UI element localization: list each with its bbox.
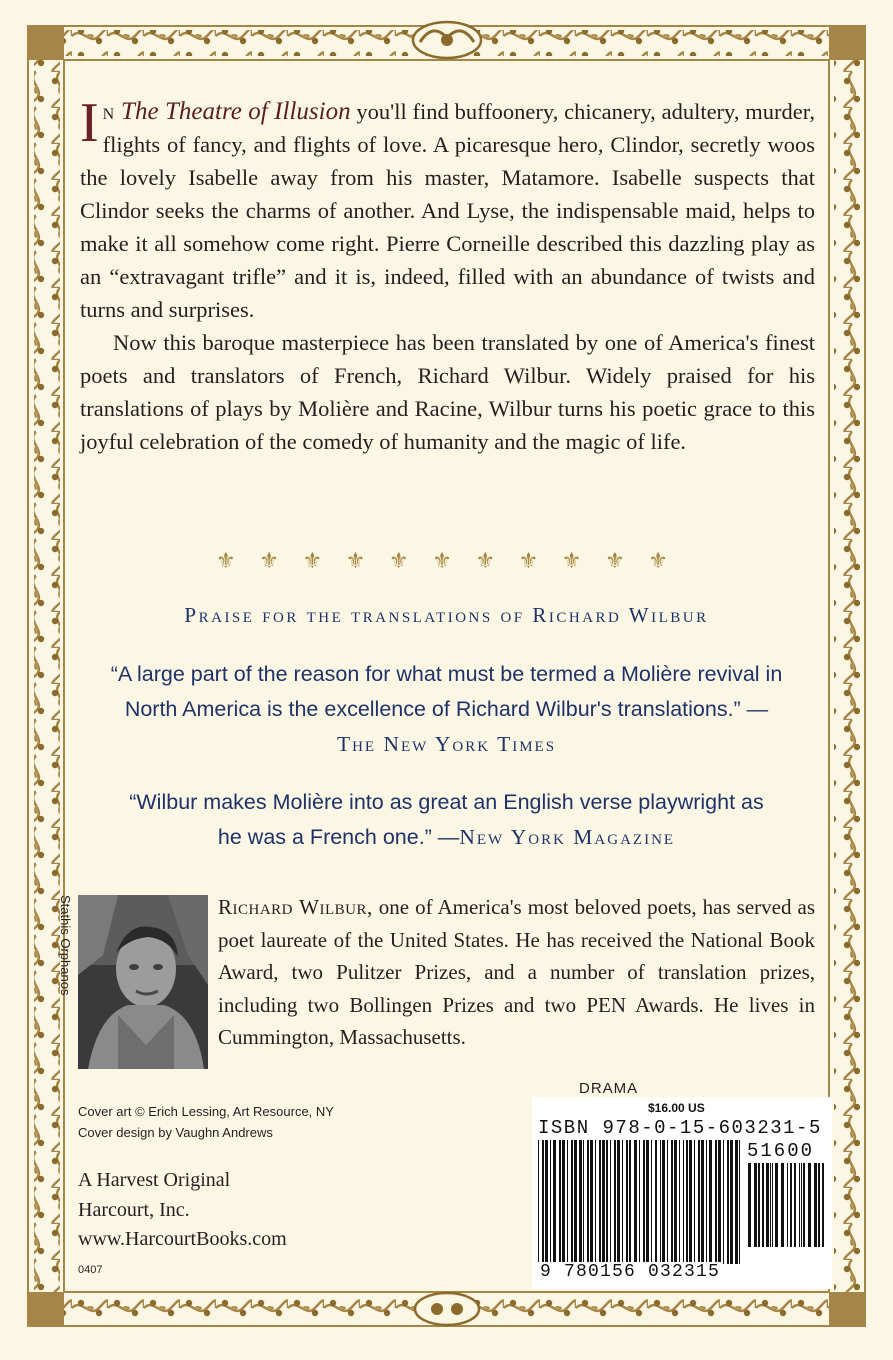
barcode-bar: [639, 1140, 640, 1264]
barcode-bar: [706, 1140, 707, 1264]
barcode-bar: [662, 1140, 665, 1264]
barcode-bar: [754, 1163, 757, 1247]
print-code: 0407: [78, 1264, 103, 1276]
cover-credits: [78, 1101, 334, 1143]
barcode-bar: [622, 1140, 623, 1264]
lead-letters: n: [102, 99, 116, 124]
isbn-text: ISBN 978-0-15-603231-5: [538, 1117, 822, 1139]
description-paragraph-2: Now this baroque masterpiece has been translated by one of America's finest poets and translators of French, Richard Wilbur. Widely praised for his translations of plays by Molière and Racine, Wilbur turns his poetic grace to this joyful celebration of the comedy of humanity and the magic of life.: [80, 330, 815, 454]
barcode-bar: [667, 1140, 668, 1264]
barcode-bar: [646, 1140, 649, 1264]
barcode-bar: [562, 1140, 565, 1264]
barcode-bar: [553, 1140, 556, 1264]
imprint: A Harvest Original: [78, 1169, 231, 1191]
barcode-bar: [790, 1163, 792, 1247]
barcode-bar: [545, 1140, 548, 1264]
barcode-bar: [758, 1163, 760, 1247]
ean-digits: 9 780156 032315: [540, 1262, 721, 1282]
praise-quote-1: [110, 657, 783, 762]
barcode-bar: [550, 1140, 551, 1264]
barcode-bar: [698, 1140, 700, 1264]
barcode-bar: [739, 1140, 740, 1264]
publisher-name: Harcourt, Inc.: [78, 1198, 190, 1221]
barcode-bar: [803, 1163, 805, 1247]
praise-heading: Praise for the translations of Richard Wilbur: [184, 603, 709, 627]
ean-barcode: [538, 1140, 743, 1280]
barcode-bar: [617, 1140, 620, 1264]
barcode-bar: [626, 1140, 628, 1264]
price-addon-digits: 51600: [747, 1140, 815, 1162]
barcode-bar: [787, 1163, 788, 1247]
barcode-bar: [683, 1140, 684, 1264]
cover-art-credit: Cover art © Erich Lessing, Art Resource, NY: [78, 1104, 334, 1119]
barcode-bar: [671, 1140, 673, 1264]
barcode-bar: [694, 1140, 695, 1264]
barcode-bar: [574, 1140, 577, 1264]
barcode-bar: [571, 1140, 573, 1264]
quote-1-source: The New York Times: [336, 732, 557, 756]
barcode-bar: [679, 1140, 680, 1264]
barcode-bar: [602, 1140, 605, 1264]
barcode-bar: [718, 1140, 721, 1264]
addon-barcode: [748, 1163, 826, 1263]
barcode-bar: [723, 1140, 724, 1264]
quote-1-text: “A large part of the reason for what must be termed a Molière revival in North America is the excellence of Richard Wilbur's translations.” —: [110, 662, 783, 721]
price-label: $16.00 US: [648, 1101, 705, 1115]
description: [80, 92, 815, 458]
author-bio: [218, 891, 815, 1054]
barcode-bar: [559, 1140, 561, 1264]
drop-cap: I: [80, 92, 99, 154]
barcode-bar: [822, 1163, 824, 1247]
barcode-bar: [567, 1140, 568, 1264]
barcode-bar: [674, 1140, 677, 1264]
barcode-bar: [599, 1140, 601, 1264]
barcode-bar: [735, 1140, 738, 1264]
barcode-bar: [762, 1163, 764, 1247]
barcode-bar: [629, 1140, 631, 1264]
barcode-bar: [579, 1140, 582, 1264]
publisher-website: www.HarcourtBooks.com: [78, 1228, 287, 1250]
barcode-bar: [643, 1140, 645, 1264]
barcode-bar: [775, 1163, 778, 1247]
barcode-bar: [606, 1140, 608, 1264]
top-crest-ornament: [413, 22, 481, 58]
quote-2-source: New York Magazine: [459, 825, 676, 849]
barcode-bar: [709, 1140, 712, 1264]
barcode-bar: [727, 1140, 729, 1264]
barcode-bar: [772, 1163, 773, 1247]
category-label: DRAMA: [579, 1080, 639, 1097]
barcode-bar: [794, 1163, 796, 1247]
barcode-bar: [587, 1140, 589, 1264]
barcode-bar: [538, 1140, 539, 1280]
bottom-crest-ornament: [415, 1293, 479, 1325]
barcode-bar: [689, 1140, 692, 1264]
author-name: Richard Wilbur,: [218, 895, 373, 919]
barcode-bar: [715, 1140, 717, 1264]
fleur-de-lis-divider: ⚜ ⚜ ⚜ ⚜ ⚜ ⚜ ⚜ ⚜ ⚜ ⚜ ⚜: [216, 548, 677, 573]
barcode-bar: [655, 1140, 657, 1280]
barcode-bar: [781, 1163, 784, 1247]
barcode-bar: [590, 1140, 593, 1264]
barcode-bar: [748, 1163, 751, 1247]
barcode-bar: [801, 1163, 802, 1247]
description-paragraph-1: [80, 92, 815, 326]
barcode-bar: [701, 1140, 704, 1264]
author-bio-text: one of America's most beloved poets, has served as poet laureate of the United States. He has received the National Book Award, two Pulitzer Prizes, and a number of translation prizes, including two Bollingen Prizes and two PEN Awards. He lives in Cummington, Massachusetts.: [218, 895, 816, 1049]
barcode-bar: [583, 1140, 584, 1264]
barcode-bar: [595, 1140, 596, 1264]
publisher-info: [78, 1166, 287, 1255]
barcode-bar: [651, 1140, 652, 1264]
barcode-bar: [770, 1163, 771, 1247]
praise-quote-2: [118, 785, 775, 855]
cover-design-credit: Cover design by Vaughn Andrews: [78, 1125, 273, 1140]
barcode-bar: [818, 1163, 820, 1247]
quote-2-text: “Wilbur makes Molière into as great an English verse playwright as he was a French one.” —: [129, 790, 764, 849]
barcode-bar: [634, 1140, 637, 1264]
barcode-bar: [686, 1140, 688, 1264]
barcode-bar: [766, 1163, 769, 1247]
barcode-bar: [542, 1140, 544, 1280]
barcode-bar: [614, 1140, 616, 1264]
photo-credit: Stathis Orphanos: [58, 895, 73, 996]
barcode-bar: [730, 1140, 733, 1264]
paragraph-1-text: you'll find buffoonery, chicanery, adultery, murder, flights of fancy, and flights of love. A picaresque hero, Clindor, secretly woos the lovely Isabelle away from his master, Matamore. Isabelle suspects that Clindor seeks the charms of another. And Lyse, the indispensable maid, helps to make it all somehow come right. Pierre Corneille described this dazzling play as an “extravagant trifle” and it is, indeed, filled with an abundance of twists and turns and surprises.: [80, 99, 815, 322]
barcode-bar: [660, 1140, 661, 1264]
barcode-bar: [799, 1163, 800, 1247]
barcode-bar: [814, 1163, 817, 1247]
barcode-bar: [808, 1163, 811, 1247]
author-photo: [78, 895, 208, 1069]
book-title: The Theatre of Illusion: [121, 98, 351, 125]
barcode-bar: [610, 1140, 611, 1264]
